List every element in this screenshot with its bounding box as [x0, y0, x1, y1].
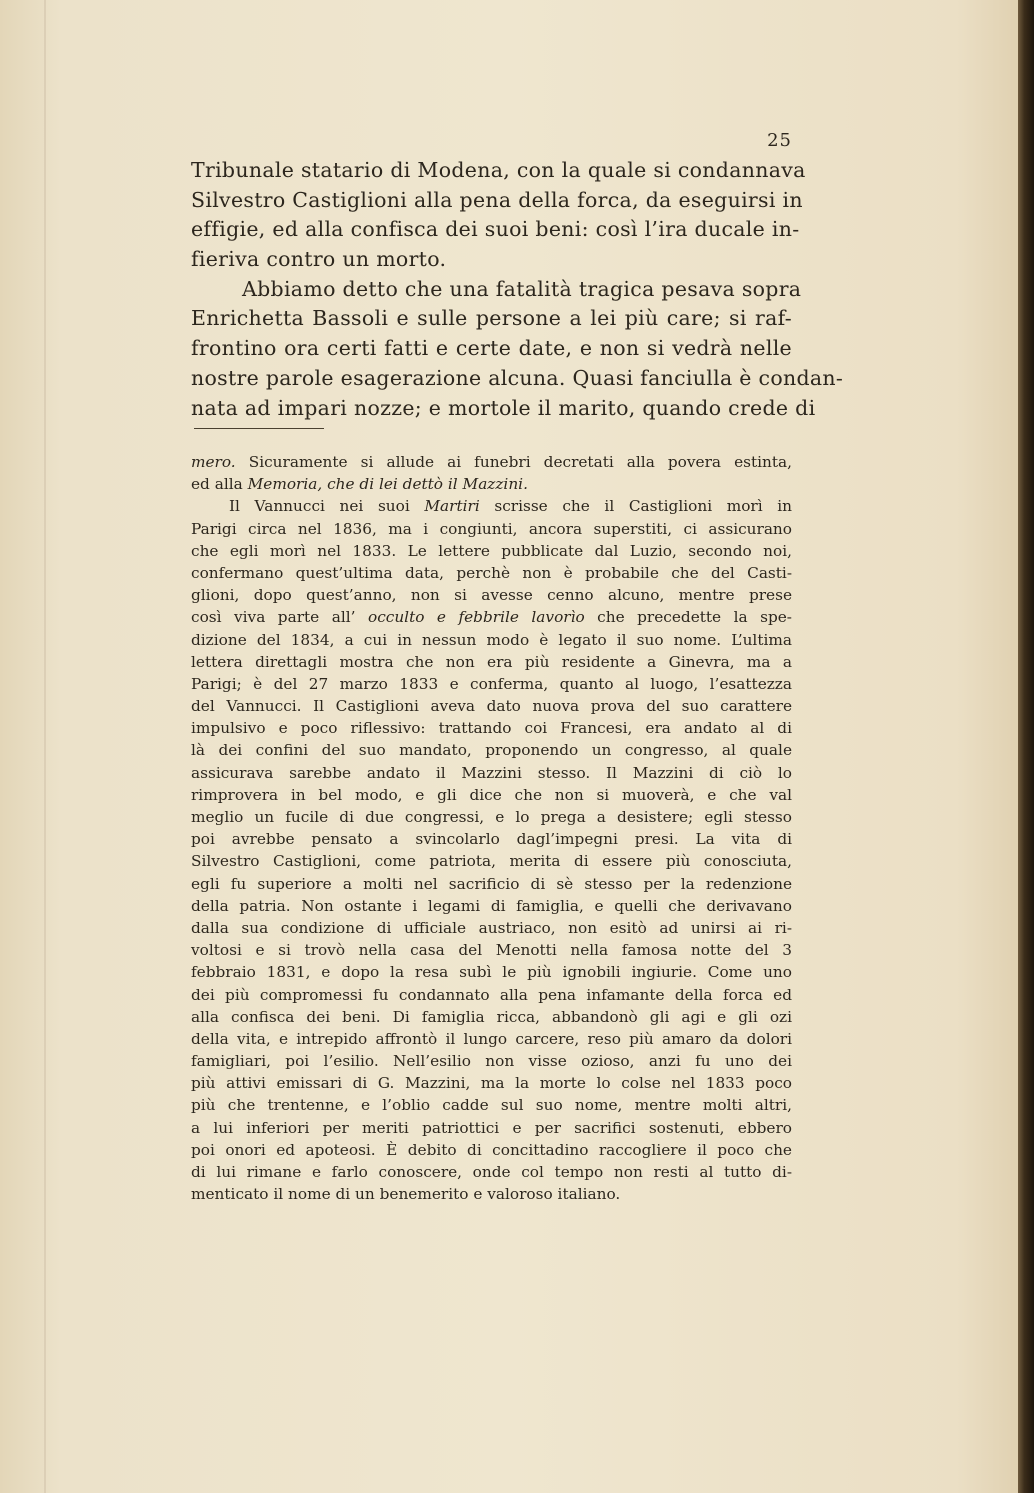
footnote-line: rimprovera in bel modo, e gli dice che non si muoverà, e che val	[191, 785, 792, 804]
footnote-line: della patria. Non ostante i legami di famiglia, e quelli che derivavano	[191, 896, 792, 915]
footnote	[191, 451, 792, 1205]
page-number: 25	[767, 130, 792, 151]
text-line: frontino ora certi fatti e certe date, e non si vedrà nelle	[191, 336, 792, 361]
footnote-line: mero. Sicuramente si allude ai funebri decretati alla povera estinta,	[191, 453, 792, 471]
footnote-line: Il Vannucci nei suoi Martiri scrisse che il Castiglioni morì in	[229, 497, 792, 516]
footnote-italic: Memoria, che di lei dettò il Mazzini.	[247, 475, 528, 494]
text-line: nata ad impari nozze; e mortole il marito, quando crede di	[191, 395, 816, 420]
scan-edge-shadow	[1018, 0, 1034, 1493]
footnote-line: di lui rimane e farlo conoscere, onde col tempo non resti al tutto di-	[191, 1163, 792, 1181]
footnote-line: dalla sua condizione di ufficiale austriaco, non esitò ad unirsi ai ri-	[191, 918, 792, 937]
footnote-line: a lui inferiori per meriti patriottici e per sacrifici sostenuti, ebbero	[191, 1118, 792, 1137]
footnote-line: Silvestro Castiglioni, come patriota, merita di essere più conosciuta,	[191, 852, 792, 871]
text-line: nostre parole esagerazione alcuna. Quasi fanciulla è condan-	[191, 365, 844, 390]
footnote-line: poi onori ed apoteosi. È debito di concittadino raccogliere il poco che	[191, 1140, 792, 1159]
footnote-line: ed alla Memoria, che di lei dettò il Mazzini.	[191, 475, 528, 494]
footnote-line: Parigi circa nel 1836, ma i congiunti, ancora superstiti, ci assicurano	[191, 519, 792, 538]
footnote-line: poi avrebbe pensato a svincolarlo dagl’impegni presi. La vita di	[191, 830, 792, 849]
footnote-line: del Vannucci. Il Castiglioni aveva dato nuova prova del suo carattere	[191, 697, 792, 716]
footnote-line: più attivi emissari di G. Mazzini, ma la morte lo colse nel 1833 poco	[191, 1074, 792, 1093]
footnote-italic: Martiri	[424, 497, 480, 516]
footnote-line: che egli morì nel 1833. Le lettere pubblicate dal Luzio, secondo noi,	[191, 541, 792, 560]
text-line: Silvestro Castiglioni alla pena della forca, da eseguirsi in	[191, 187, 803, 212]
footnote-line: glioni, dopo quest’anno, non si avesse cenno alcuno, mentre prese	[191, 586, 792, 605]
text-line: Abbiamo detto che una fatalità tragica pesava sopra	[242, 276, 802, 301]
footnote-line: dizione del 1834, a cui in nessun modo è legato il suo nome. L’ultima	[191, 630, 792, 649]
footnote-italic: mero.	[191, 453, 236, 471]
page-fold-shadow	[44, 0, 46, 1493]
footnote-line: assicurava sarebbe andato il Mazzini stesso. Il Mazzini di ciò lo	[191, 763, 792, 782]
footnote-line: impulsivo e poco riflessivo: trattando coi Francesi, era andato al di	[191, 719, 792, 738]
footnote-line: così viva parte all’ occulto e febbrile lavorìo che precedette la spe-	[191, 608, 792, 627]
footnote-line: Parigi; è del 27 marzo 1833 e conferma, quanto al luogo, l’esattezza	[191, 674, 792, 693]
footnote-line: meglio un fucile di due congressi, e lo prega a desistere; egli stesso	[191, 808, 792, 826]
footnote-line: famigliari, poi l’esilio. Nell’esilio non visse ozioso, anzi fu uno dei	[191, 1052, 792, 1071]
text-line: fieriva contro un morto.	[191, 247, 447, 272]
footnote-line: dei più compromessi fu condannato alla pena infamante della forca ed	[191, 985, 792, 1004]
footnote-line: menticato il nome di un benemerito e valoroso italiano.	[191, 1185, 621, 1204]
footnote-separator	[194, 428, 324, 429]
footnote-line: voltosi e si trovò nella casa del Menotti nella famosa notte del 3	[191, 941, 792, 960]
footnote-line: confermano quest’ultima data, perchè non è probabile che del Casti-	[191, 563, 792, 582]
footnote-line: lettera direttagli mostra che non era più residente a Ginevra, ma a	[191, 652, 792, 671]
text-line: Enrichetta Bassoli e sulle persone a lei più care; si raf-	[191, 306, 792, 331]
footnote-line: là dei confini del suo mandato, proponendo un congresso, al quale	[191, 741, 792, 760]
main-text	[191, 156, 844, 423]
footnote-line: egli fu superiore a molti nel sacrificio di sè stesso per la redenzione	[191, 874, 792, 893]
footnote-line: alla confisca dei beni. Di famiglia ricca, abbandonò gli agi e gli ozi	[191, 1007, 792, 1026]
footnote-line: febbraio 1831, e dopo la resa subì le più ignobili ingiurie. Come uno	[191, 963, 792, 982]
text-line: effigie, ed alla confisca dei suoi beni: così l’ira ducale in-	[191, 217, 800, 242]
footnote-line: della vita, e intrepido affrontò il lungo carcere, reso più amaro da dolori	[191, 1029, 792, 1048]
text-line: Tribunale statario di Modena, con la quale si condannava	[191, 158, 806, 182]
footnote-line: più che trentenne, e l’oblio cadde sul suo nome, mentre molti altri,	[191, 1096, 792, 1115]
footnote-italic: occulto e febbrile lavorìo	[367, 608, 585, 627]
